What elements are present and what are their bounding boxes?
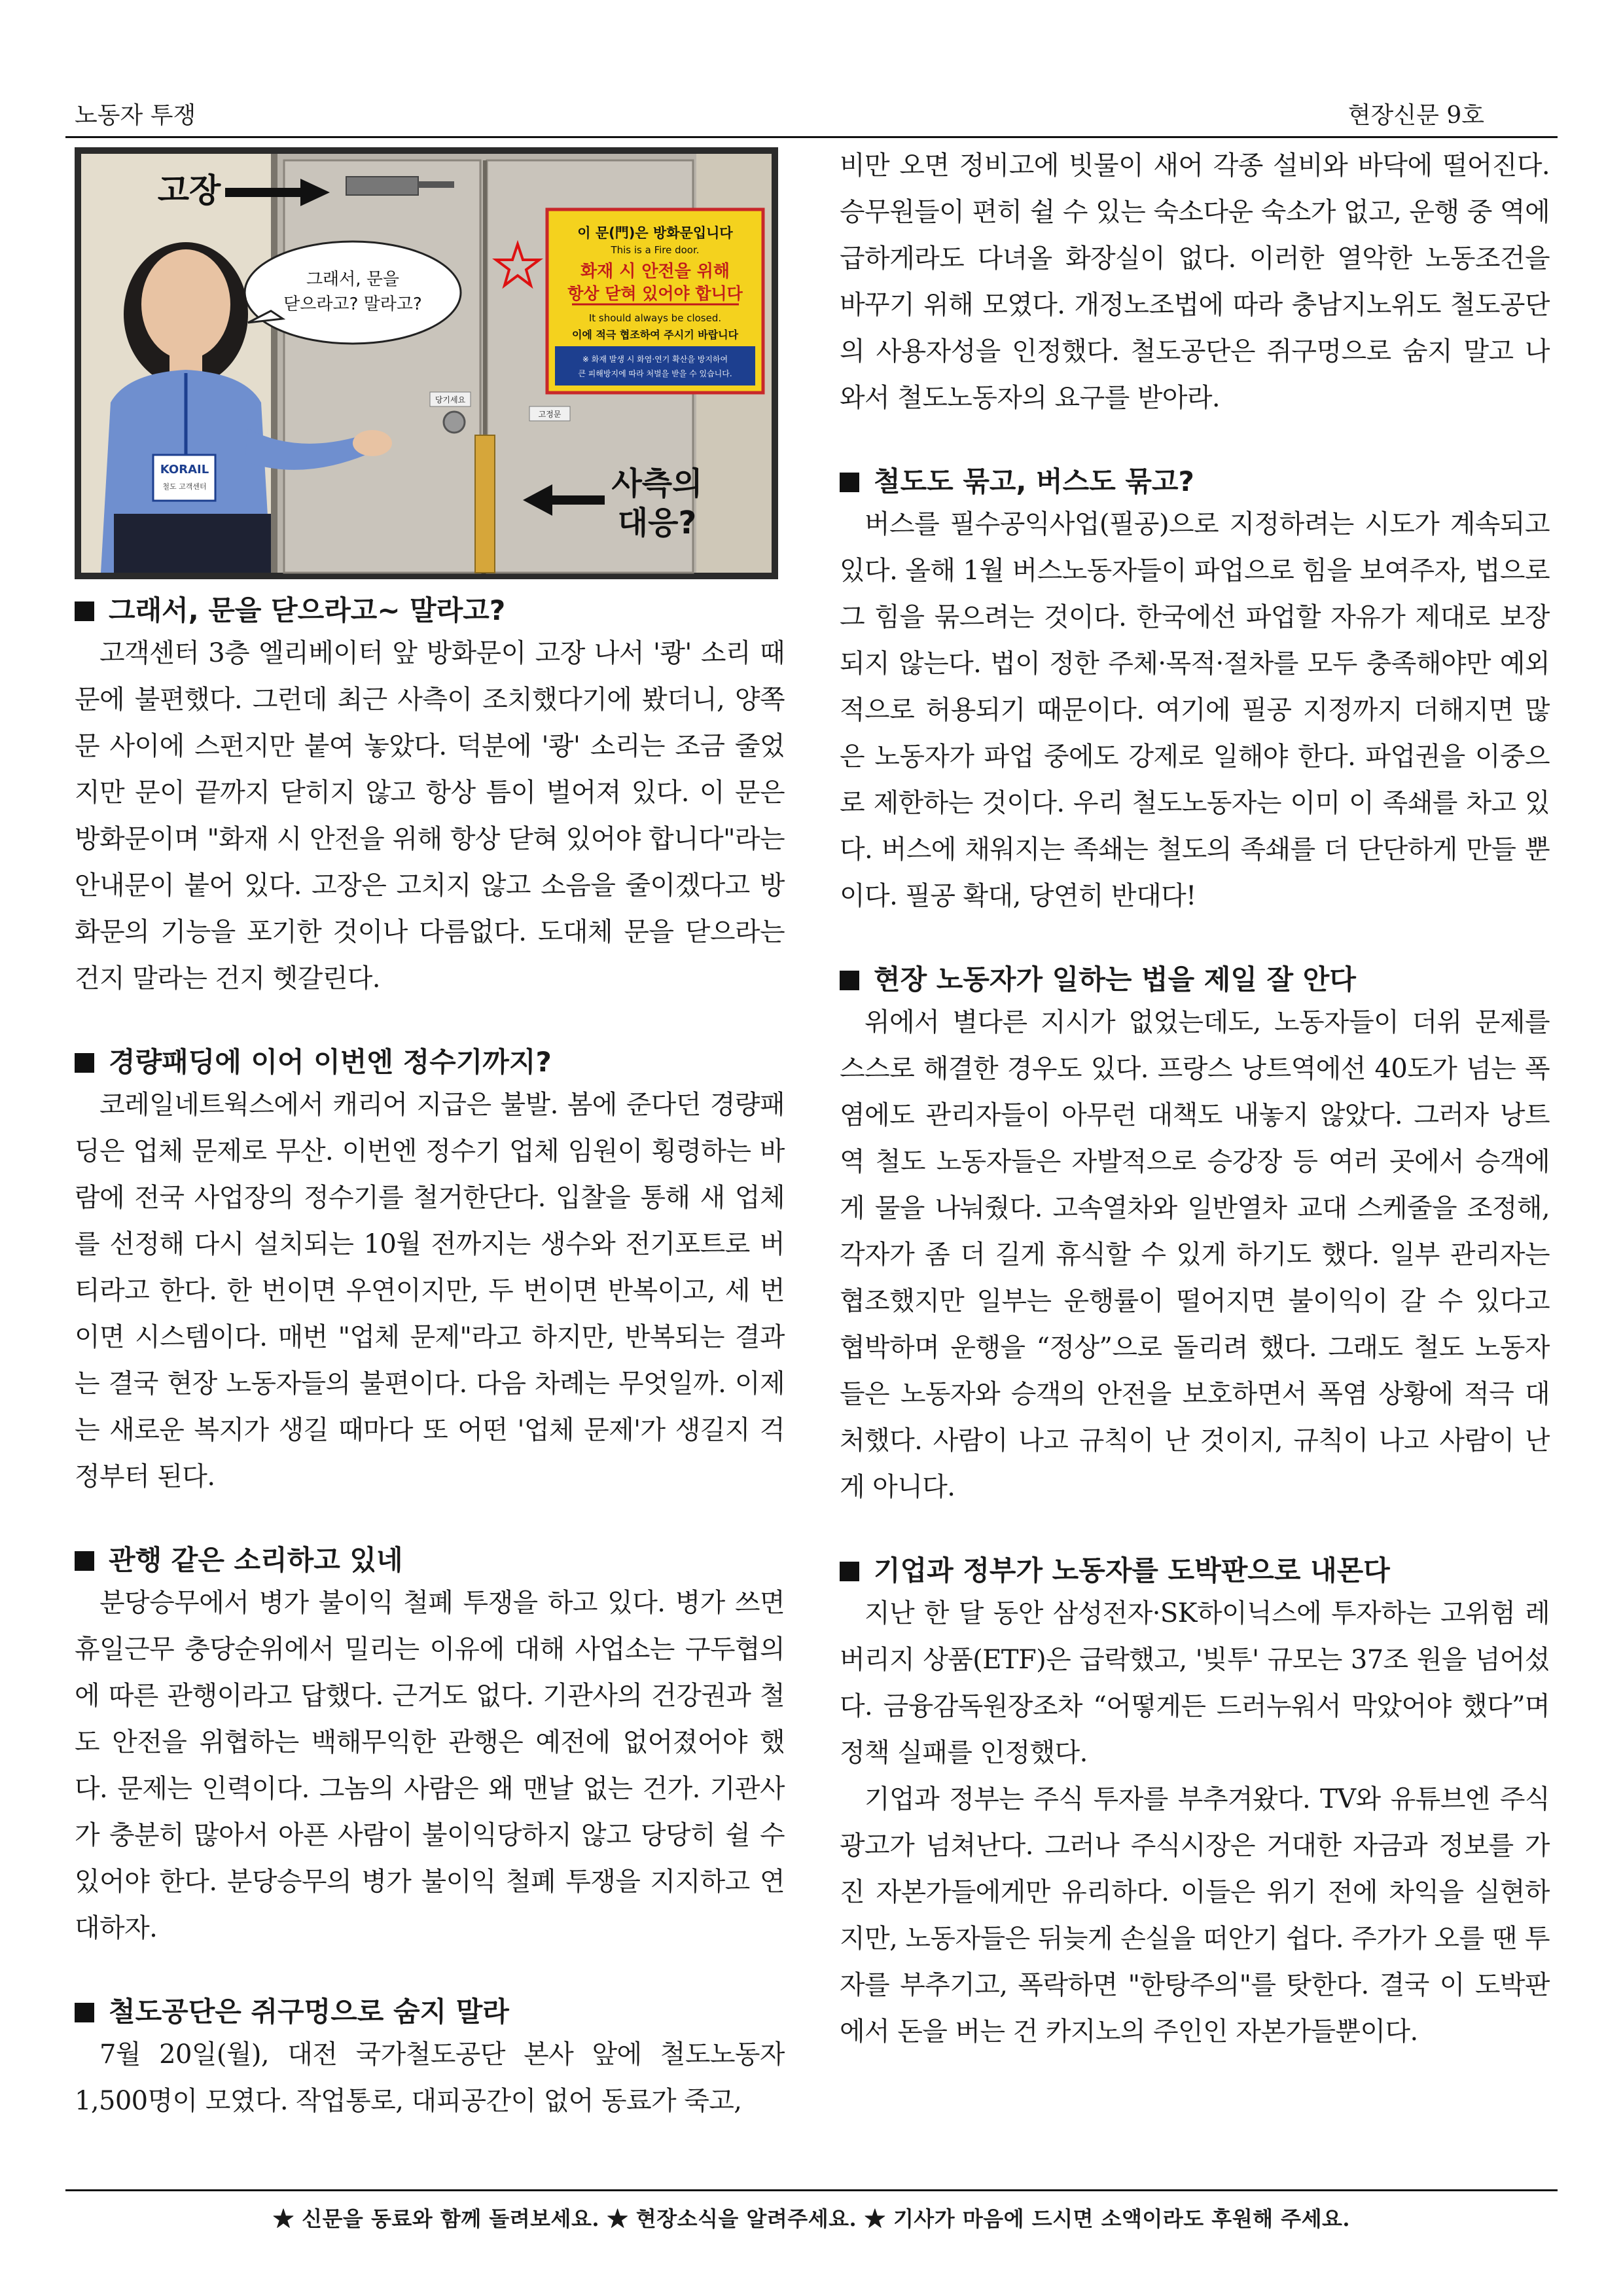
breakdown-label: 고장 — [157, 171, 221, 209]
article-nantes-heat: 위에서 별다른 지시가 없었는데도, 노동자들이 더위 문제를 스스로 해결한 경우도 있다. 프랑스 낭트역에선 40도가 넘는 폭염에도 관리자들이 아무런 대책도 내놓지 않았다. 그러자 낭트역 철도 노동자들은 자발적으로 승강장 등 여러 곳에서 승객에게 물을 나눠줬다. 고속열차와 일반열차 교대 스케줄을 조정해, 각자가 좀 더 길게 휴식할 수 있게 하기도 했다. 일부 관리자는 협조했지만 일부는 운행률이 떨어지면 불이익이 갈 수 있다고 협박하며 운행을 “정상”으로 돌리려 했다. 그래도 철도 노동자들은 노동자와 승객의 안전을 보호하면서 폭염 상황에 적극 대처했다. 사람이 나고 규칙이 난 것이지, 규칙이 나고 사람이 난 게 아니다. — [840, 1007, 1550, 1502]
footer-notice: ★ 신문을 동료와 함께 돌려보세요. ★ 현장소식을 알려주세요. ★ 기사가 마음에 드시면 소액이라도 후원해 주세요. — [272, 2206, 1351, 2231]
sign-line8: 큰 피해방지에 따라 처벌을 받을 수 있습니다. — [578, 369, 732, 378]
speech-line2: 닫으라고? 말라고? — [283, 295, 422, 314]
square-bullet-icon — [75, 1053, 94, 1073]
door-tag-right: 고정문 — [538, 410, 562, 419]
article-water-purifier: 코레일네트웍스에서 캐리어 지급은 불발. 봄에 준다던 경량패딩은 업체 문제로 무산. 이번엔 정수기 업체 임원이 횡령하는 바람에 전국 사업장의 정수기를 철거한단다. 입찰을 통해 새 업체를 선정해 다시 설치되는 10월 전까지는 생수와 전기포트로 버티라고 한다. 한 번이면 우연이지만, 두 번이면 반복이고, 세 번이면 시스템이다. 매번 "업체 문제"라고 하지만, 반복되는 결과는 결국 현장 노동자들의 불편이다. 다음 차례는 무엇일까. 이제는 새로운 복지가 생길 때마다 또 어떤 '업체 문제'가 생길지 걱정부터 된다. — [75, 1090, 785, 1492]
sign-line6: 이에 적극 협조하여 주시기 바랍니다 — [571, 329, 739, 341]
section-heading-workers-know: 현장 노동자가 일하는 법을 제일 잘 안다 — [840, 960, 1550, 999]
badge-logo: KORAIL — [160, 463, 209, 476]
footer-divider — [65, 2189, 1558, 2191]
section-heading-rail-authority: 철도공단은 쥐구멍으로 숨지 말라 — [75, 1992, 785, 2032]
response-label-line2: 대응? — [617, 505, 697, 541]
square-bullet-icon — [840, 1562, 859, 1581]
square-bullet-icon — [840, 971, 859, 990]
article-gambling-2: 기업과 정부는 주식 투자를 부추겨왔다. TV와 유튜브엔 주식 광고가 넘쳐난다. 그러나 주식시장은 거대한 자금과 정보를 가진 자본가들에게만 유리하다. 이들은 위기 전에 차익을 실현하지만, 노동자들은 뒤늦게 손실을 떠안기 쉽다. 주가가 오를 땐 투자를 부추기고, 폭락하면 "한탕주의"를 탓한다. 결국 이 도박판에서 돈을 버는 건 카지노의 주인인 자본가들뿐이다. — [840, 1784, 1550, 2047]
sign-line3: 화재 시 안전을 위해 — [580, 262, 730, 281]
section-heading-gambling: 기업과 정부가 노동자를 도박판으로 내몬다 — [840, 1551, 1550, 1590]
section-heading-custom: 관행 같은 소리하고 있네 — [75, 1541, 785, 1580]
door-tag-left: 당기세요 — [435, 395, 466, 404]
square-bullet-icon — [75, 2003, 94, 2022]
issue-label: 현장신문 9호 — [1347, 102, 1484, 129]
square-bullet-icon — [75, 601, 94, 621]
sign-line2: This is a Fire door. — [611, 244, 700, 256]
sign-line4: 항상 닫혀 있어야 합니다 — [567, 284, 743, 303]
article-rail-authority: 7월 20일(월), 대전 국가철도공단 본사 앞에 철도노동자 1,500명이 모였다. 작업통로, 대피공간이 없어 동료가 죽고, — [75, 2039, 785, 2116]
article-fire-door: 고객센터 3층 엘리베이터 앞 방화문이 고장 나서 '쾅' 소리 때문에 불편했다. 그런데 최근 사측이 조치했다기에 봤더니, 양쪽 문 사이에 스펀지만 붙여 놓았다. 덕분에 '쾅' 소리는 조금 줄었지만 문이 끝까지 닫히지 않고 항상 틈이 벌어져 있다. 이 문은 방화문이며 "화재 시 안전을 위해 항상 닫혀 있어야 합니다"라는 안내문이 붙어 있다. 고장은 고치지 않고 소음을 줄이겠다고 방화문의 기능을 포기한 것이나 다름없다. 도대체 문을 닫으라는 건지 말라는 건지 헷갈린다. — [75, 638, 785, 994]
article-bus-strike: 버스를 필수공익사업(필공)으로 지정하려는 시도가 계속되고 있다. 올해 1월 버스노동자들이 파업으로 힘을 보여주자, 법으로 그 힘을 묶으려는 것이다. 한국에선 파업할 자유가 제대로 보장되지 않는다. 법이 정한 주체·목적·절차를 모두 충족해야만 예외적으로 허용되기 때문이다. 여기에 필공 지정까지 더해지면 많은 노동자가 파업 중에도 강제로 일해야 한다. 파업권을 이중으로 제한하는 것이다. 우리 철도노동자는 이미 이 족쇄를 차고 있다. 버스에 채워지는 족쇄는 철도의 족쇄를 더 단단하게 만들 뿐이다. 필공 확대, 당연히 반대다! — [840, 509, 1550, 911]
right-column — [840, 143, 1550, 2142]
left-column — [75, 147, 785, 2147]
sign-line5: It should always be closed. — [588, 312, 722, 324]
id-badge — [153, 455, 215, 501]
section-heading-water-purifier: 경량패딩에 이어 이번엔 정수기까지? — [75, 1043, 785, 1082]
square-bullet-icon — [75, 1551, 94, 1571]
speech-line1: 그래서, 문을 — [306, 270, 400, 289]
badge-sub: 철도 고객센터 — [162, 482, 207, 491]
article-rail-authority-cont: 비만 오면 정비고에 빗물이 새어 각종 설비와 바닥에 떨어진다. 승무원들이 편히 쉴 수 있는 숙소다운 숙소가 없고, 운행 중 역에 급하게라도 다녀올 화장실이 없다. 이러한 열악한 노동조건을 바꾸기 위해 모였다. 개정노조법에 따라 충남지노위도 철도공단의 사용자성을 인정했다. 철도공단은 쥐구멍으로 숨지 말고 나와서 철도노동자의 요구를 받아라. — [840, 151, 1550, 413]
response-label-line1: 사측의 — [611, 465, 703, 502]
speech-bubble — [245, 242, 461, 344]
section-heading-fire-door: 그래서, 문을 닫으라고~ 말라고? — [75, 591, 785, 630]
sign-line1: 이 문(門)은 방화문입니다 — [577, 225, 733, 241]
header-divider — [65, 136, 1558, 138]
article-sick-leave: 분당승무에서 병가 불이익 철폐 투쟁을 하고 있다. 병가 쓰면 휴일근무 충당순위에서 밀리는 이유에 대해 사업소는 구두협의에 따른 관행이라고 답했다. 근거도 없다. 기관사의 건강권과 철도 안전을 위협하는 백해무익한 관행은 예전에 없어졌어야 했다. 문제는 인력이다. 그놈의 사람은 왜 맨날 없는 건가. 기관사가 충분히 많아서 아픈 사람이 불이익당하지 않고 당당히 쉴 수 있어야 한다. 분당승무의 병가 불이익 철폐 투쟁을 지지하고 연대하자. — [75, 1588, 785, 1943]
square-bullet-icon — [840, 473, 859, 492]
section-heading-bus-strike: 철도도 묶고, 버스도 묶고? — [840, 462, 1550, 501]
article-gambling-1: 지난 한 달 동안 삼성전자·SK하이닉스에 투자하는 고위험 레버리지 상품(ETF)은 급락했고, '빚투' 규모는 37조 원을 넘어섰다. 금융감독원장조차 “어떻게든 드러누워서 막았어야 했다”며 정책 실패를 인정했다. — [840, 1598, 1550, 1768]
sign-line7: ※ 화재 발생 시 화염·연기 확산을 방지하여 — [582, 355, 728, 364]
page-header — [65, 92, 1558, 137]
cartoon-illustration — [75, 147, 778, 579]
section-label: 노동자 투쟁 — [75, 102, 196, 129]
cartoon-svg — [75, 147, 778, 579]
